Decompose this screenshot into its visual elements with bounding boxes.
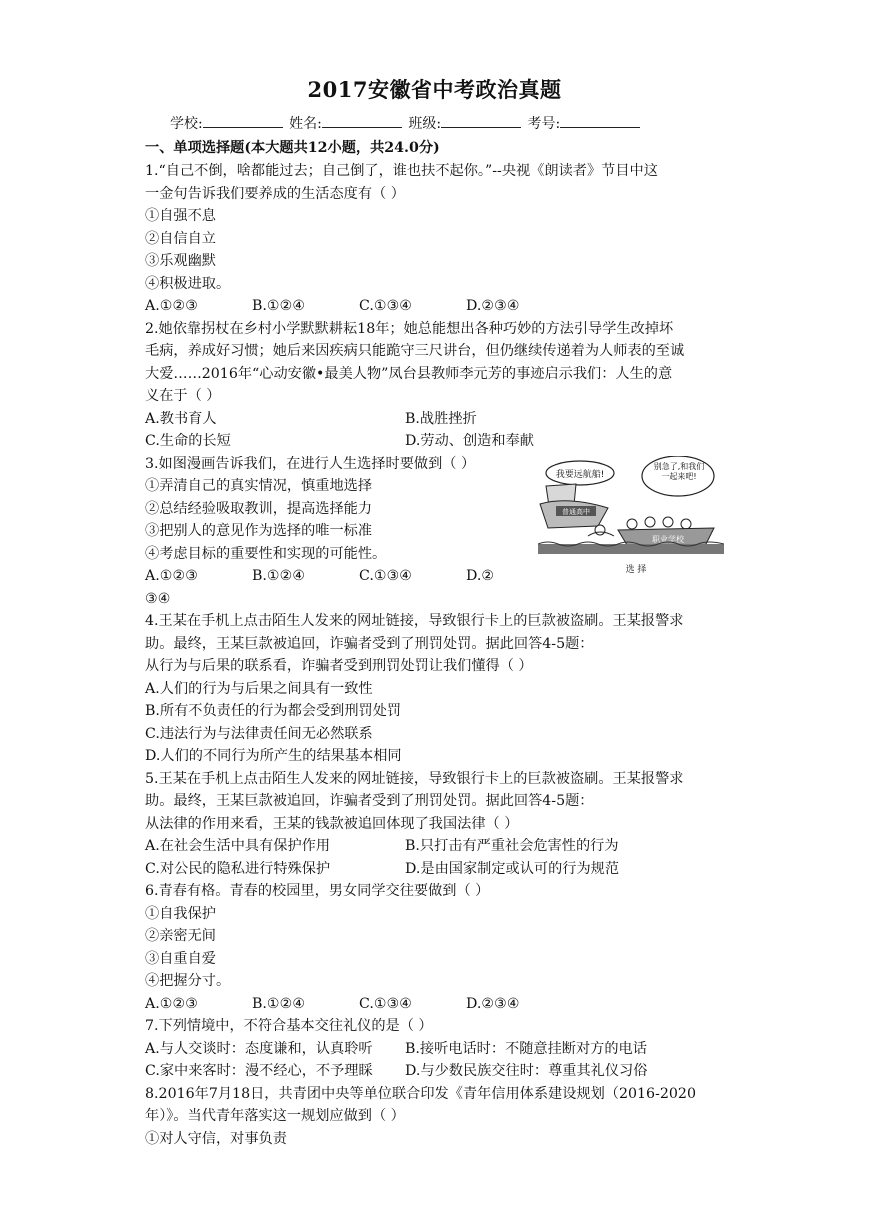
q2-option-c[interactable]: C.生命的长短	[145, 433, 231, 449]
q8-text-line2: 年）》。当代青年落实这一规划应做到（ ）	[145, 1108, 405, 1124]
q6-text-line1: 6.青春有格。青春的校园里，男女同学交往要做到（ ）	[145, 883, 490, 899]
q5-text-line3: 从法律的作用来看，王某的钱款被追回体现了我国法律（ ）	[145, 816, 519, 832]
q3-item4: ④考虑目标的重要性和实现的可能性。	[145, 546, 387, 562]
q3-item1: ①弄清自己的真实情况，慎重地选择	[145, 478, 373, 494]
q5-option-b[interactable]: B.只打击有严重社会危害性的行为	[405, 838, 619, 854]
q1-option-a[interactable]: A.①②③	[145, 298, 198, 314]
q7-text-line1: 7.下列情境中，不符合基本交往礼仪的是（ ）	[145, 1018, 433, 1034]
q3-option-a[interactable]: A.①②③	[145, 568, 198, 584]
q5-text-line1: 5.王某在手机上点击陌生人发来的网址链接，导致银行卡上的巨款被盗刷。王某报警求	[145, 771, 684, 787]
q1-text-line2: 一金句告诉我们要养成的生活态度有（ ）	[145, 186, 405, 202]
q6-item2: ②亲密无间	[145, 928, 216, 944]
q1-item3: ③乐观幽默	[145, 253, 216, 269]
cartoon-bubble2-text: 别急了,和我们一起来吧!	[653, 462, 705, 481]
q5-option-c[interactable]: C.对公民的隐私进行特殊保护	[145, 861, 331, 877]
q6-option-d[interactable]: D.②③④	[466, 996, 520, 1012]
q1-item1: ①自强不息	[145, 208, 216, 224]
q1-option-c[interactable]: C.①③④	[359, 298, 413, 314]
school-label: 学校:	[170, 116, 203, 132]
q6-option-a[interactable]: A.①②③	[145, 996, 198, 1012]
q5-option-a[interactable]: A.在社会生活中具有保护作用	[145, 838, 331, 854]
q5-option-d[interactable]: D.是由国家制定或认可的行为规范	[405, 861, 620, 877]
q6-item3: ③自重自爱	[145, 951, 216, 967]
q1-option-b[interactable]: B.①②④	[252, 298, 306, 314]
q4-text-line2: 助。最终，王某巨款被追回，诈骗者受到了刑罚处罚。据此回答4-5题：	[145, 636, 594, 652]
q1-item2: ②自信自立	[145, 231, 216, 247]
q3-text-line1: 3.如图漫画告诉我们，在进行人生选择时要做到（ ）	[145, 456, 476, 472]
q4-option-a[interactable]: A.人们的行为与后果之间具有一致性	[145, 681, 373, 697]
q3-option-b[interactable]: B.①②④	[252, 568, 306, 584]
q3-item2: ②总结经验吸取教训，提高选择能力	[145, 501, 373, 517]
q3-option-d[interactable]: D.②	[466, 568, 495, 584]
q3-item3: ③把别人的意见作为选择的唯一标准	[145, 523, 373, 539]
q4-text-line1: 4.王某在手机上点击陌生人发来的网址链接，导致银行卡上的巨款被盗刷。王某报警求	[145, 613, 684, 629]
q2-text-line1: 2.她依靠拐杖在乡村小学默默耕耘18年；她总能想出各种巧妙的方法引导学生改掉坏	[145, 321, 674, 337]
cartoon-boat-label: 职业学校	[652, 535, 684, 544]
name-blank[interactable]	[322, 115, 402, 128]
school-blank[interactable]	[203, 115, 283, 128]
q2-option-b[interactable]: B.战胜挫折	[405, 411, 477, 427]
class-label: 班级:	[408, 116, 442, 132]
q4-text-line3: 从行为与后果的联系看，诈骗者受到刑罚处罚让我们懂得（ ）	[145, 658, 533, 674]
cartoon-caption: 选 择	[625, 565, 647, 575]
choice-cartoon-image	[538, 456, 724, 578]
q2-option-a[interactable]: A.教书育人	[145, 411, 217, 427]
section-heading: 一、单项选择题(本大题共12小题，共24.0分)	[145, 140, 440, 156]
q4-option-c[interactable]: C.违法行为与法律责任间无必然联系	[145, 726, 373, 742]
q8-item1: ①对人守信，对事负责	[145, 1131, 287, 1147]
number-blank[interactable]	[560, 115, 640, 128]
q3-option-c[interactable]: C.①③④	[359, 568, 413, 584]
cartoon-ship-label: 普通高中	[562, 508, 590, 516]
q6-item4: ④把握分寸。	[145, 973, 231, 989]
q1-option-d[interactable]: D.②③④	[466, 298, 520, 314]
page-title: 2017安徽省中考政治真题	[307, 77, 562, 102]
q1-item4: ④积极进取。	[145, 276, 231, 292]
q7-option-c[interactable]: C.家中来客时：漫不经心，不予理睬	[145, 1063, 373, 1079]
q7-option-b[interactable]: B.接听电话时：不随意挂断对方的电话	[405, 1041, 647, 1057]
name-label: 姓名:	[289, 116, 322, 132]
class-blank[interactable]	[441, 115, 521, 128]
q8-text-line1: 8.2016年7月18日，共青团中央等单位联合印发《青年信用体系建设规划（2016-2020	[145, 1086, 696, 1102]
q6-option-b[interactable]: B.①②④	[252, 996, 306, 1012]
q5-text-line2: 助。最终，王某巨款被追回，诈骗者受到了刑罚处罚。据此回答4-5题：	[145, 793, 594, 809]
q6-option-c[interactable]: C.①③④	[359, 996, 413, 1012]
q2-option-d[interactable]: D.劳动、创造和奉献	[405, 433, 534, 449]
q2-text-line2: 毛病，养成好习惯；她后来因疾病只能跪守三尺讲台，但仍继续传递着为人师表的至诚	[145, 343, 685, 359]
q7-option-a[interactable]: A.与人交谈时：态度谦和，认真聆听	[145, 1041, 373, 1057]
number-label: 考号:	[527, 116, 561, 132]
q4-option-b[interactable]: B.所有不负责任的行为都会受到刑罚处罚	[145, 703, 402, 719]
q1-text-line1: 1.“自己不倒，啥都能过去；自己倒了，谁也扶不起你。”--央视《朗读者》节目中这	[145, 163, 658, 179]
q6-item1: ①自我保护	[145, 906, 216, 922]
cartoon-bubble1-text: 我要远航船!	[555, 470, 605, 480]
q2-text-line3: 大爱……2016年“心动安徽•最美人物”凤台县教师李元芳的事迹启示我们：人生的意	[145, 366, 673, 382]
q3-option-d-wrap: ③④	[145, 591, 171, 607]
q4-option-d[interactable]: D.人们的不同行为所产生的结果基本相同	[145, 748, 402, 764]
q7-option-d[interactable]: D.与少数民族交往时：尊重其礼仪习俗	[405, 1063, 648, 1079]
q2-text-line4: 义在于（ ）	[145, 388, 221, 404]
student-info-line	[170, 113, 642, 133]
